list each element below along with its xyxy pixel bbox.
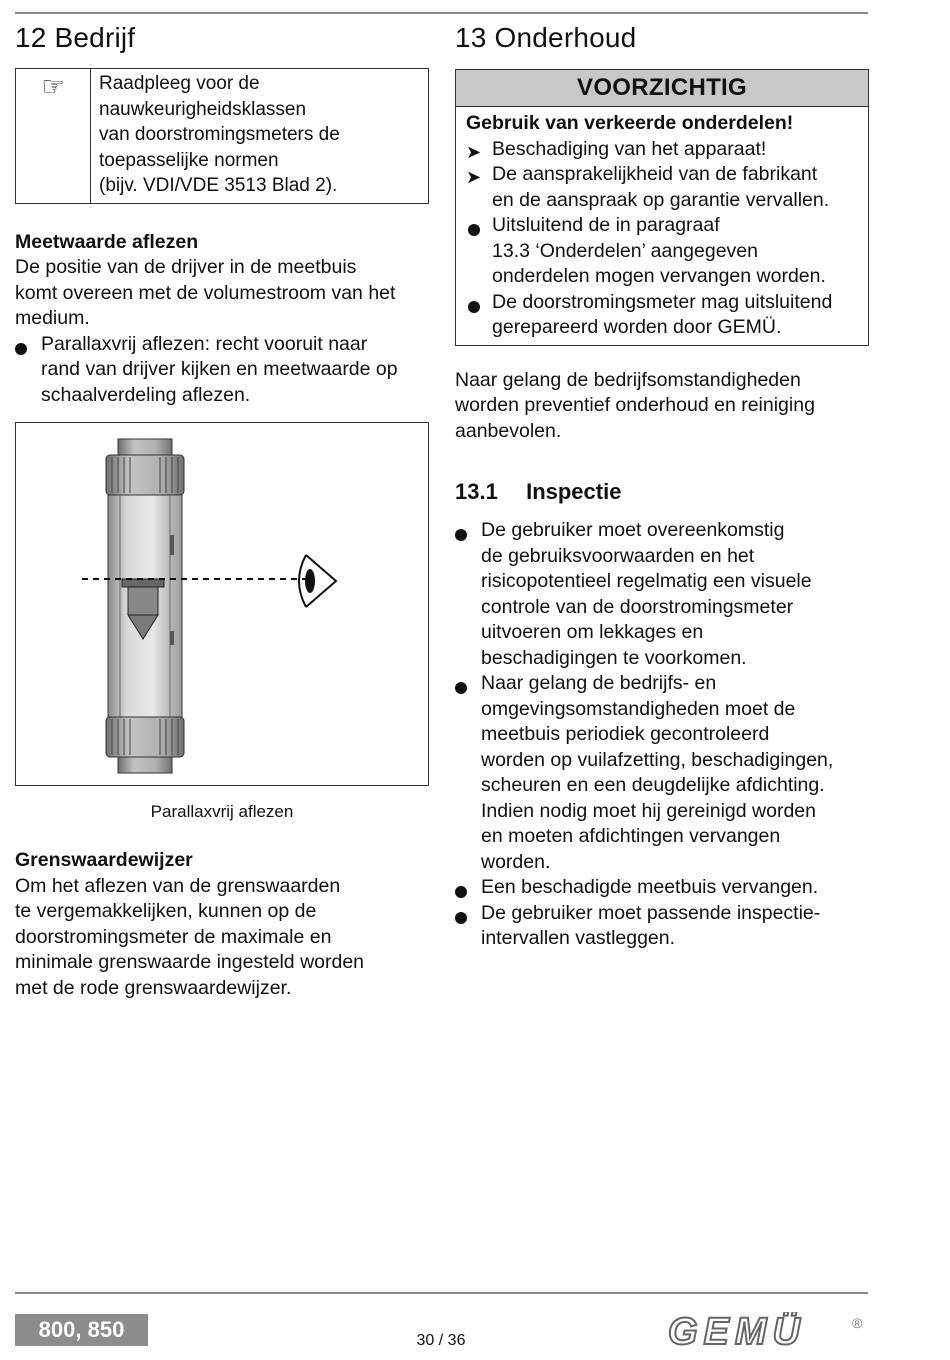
inspection-line: risicopotentieel regelmatig een visuele [481,570,812,592]
intro-line: aanbevolen. [455,419,562,442]
left-column [15,20,429,1001]
inspection-line: scheuren en een deugdelijke afdichting. [481,774,825,796]
inspection-line: Een beschadigde meetbuis vervangen. [481,876,819,898]
warning-measure [466,290,858,341]
inspection-line: omgevingsomstandigheden moet de [481,697,796,720]
document-number-badge: 800, 850 [15,1314,148,1346]
measure-line: onderdelen mogen vervangen worden. [492,265,826,287]
limit-line: met de rode grenswaardewijzer. [15,976,292,999]
registered-mark: ® [852,1315,863,1331]
bullet-dot-icon [15,343,27,355]
note-line: Raadpleeg voor de [99,73,260,94]
arrow-right-icon: ➤ [466,141,482,162]
inspection-line: en moeten afdichtingen vervangen [481,825,781,847]
warning-body [456,107,868,345]
inspection-line: De gebruiker moet overeenkomstig [481,519,785,541]
pointing-hand-icon: ☞ [16,69,91,203]
limit-line: Om het aflezen van de grenswaarden [15,874,341,897]
gemu-logo-mark [668,1312,868,1352]
inspection-line: worden op vuilafzetting, beschadigingen, [481,748,834,771]
figure-caption: Parallaxvrij aflezen [150,802,294,821]
logo-wordmark: GEMÜ [668,1312,806,1352]
inspection-line: Indien nodig moet hij gereinigd worden [481,799,816,822]
reading-title: Meetwaarde aflezen [15,230,199,253]
limit-line: doorstromingsmeter de maximale en [15,925,332,948]
section-13-heading: 13 Onderhoud [455,22,637,53]
intro-line: Naar gelang de bedrijfsomstandigheden [455,368,801,391]
subsection-number: 13.1 [455,479,498,504]
warning-consequence [466,162,858,213]
warning-measure [466,213,858,290]
inspection-line: worden. [481,850,551,873]
inspection-list [455,518,869,952]
inspection-item [455,901,869,952]
note-line: (bijv. VDI/VDE 3513 Blad 2). [99,175,338,196]
gemu-logo [668,1312,868,1352]
measure-line: Uitsluitend de in paragraaf [492,214,720,236]
reading-line: medium. [15,307,90,329]
bottom-rule [15,1292,868,1294]
flowmeter-illustration [16,423,428,785]
bullet-dot-icon [455,529,467,541]
note-box [15,68,429,204]
note-line: nauwkeurigheidsklassen [99,98,307,120]
inspection-item [455,875,869,901]
warning-consequences [466,137,858,214]
inspection-line: De gebruiker moet passende inspectie- [481,901,821,924]
limit-line: minimale grenswaarde ingesteld worden [15,951,365,973]
inspection-item [455,671,869,875]
consequence-line: en de aanspraak op garantie vervallen. [492,188,830,211]
bullet-dot-icon [455,886,467,898]
intro-line: worden preventief onderhoud en reiniging [455,394,815,416]
bullet-line: Parallaxvrij aflezen: recht vooruit naar [41,332,368,355]
bullet-dot-icon [455,682,467,694]
warning-label: VOORZICHTIG [456,70,868,107]
inspection-line: Naar gelang de bedrijfs- en [481,672,717,694]
reading-bullets [15,332,429,409]
note-line: van doorstromingsmeters de [99,124,340,145]
warning-measures [466,213,858,341]
right-column [455,20,869,952]
warning-box [455,69,869,346]
warning-title: Gebruik van verkeerde onderdelen! [466,112,794,134]
section-12-heading: 12 Bedrijf [15,22,136,53]
inspection-line: de gebruiksvoorwaarden en het [481,544,755,567]
inspection-line: beschadigingen te voorkomen. [481,646,747,669]
top-rule [15,12,868,14]
note-line: toepasselijke normen [99,149,279,171]
measure-line: De doorstromingsmeter mag uitsluitend [492,290,833,313]
reading-line: De positie van de drijver in de meetbuis [15,256,357,278]
measure-line: gerepareerd worden door GEMÜ. [492,316,782,338]
bullet-line: rand van drijver kijken en meetwaarde op [41,358,398,380]
bullet-dot-icon [468,301,480,313]
page-number: 30 / 36 [416,1332,466,1349]
note-text [91,69,428,203]
inspection-line: meetbuis periodiek gecontroleerd [481,723,770,745]
reading-bullet [15,332,429,409]
consequence-line: De aansprakelijkheid van de fabrikant [492,163,818,185]
subsection-13-1-heading [455,478,869,506]
limit-title: Grenswaardewijzer [15,849,193,871]
measure-line: 13.3 ‘Onderdelen’ aangegeven [492,239,758,262]
consequence-line: Beschadiging van het apparaat! [492,137,767,160]
bullet-dot-icon [455,912,467,924]
flowmeter-figure [15,422,429,786]
subsection-title: Inspectie [526,479,622,504]
limit-line: te vergemakkelijken, kunnen op de [15,900,317,922]
bullet-dot-icon [468,224,480,236]
inspection-line: intervallen vastleggen. [481,927,676,949]
inspection-item [455,518,869,671]
inspection-line: uitvoeren om lekkages en [481,621,704,643]
bullet-line: schaalverdeling aflezen. [41,383,251,406]
inspection-line: controle van de doorstromingsmeter [481,595,794,618]
arrow-right-icon: ➤ [466,167,482,187]
reading-line: komt overeen met de volumestroom van het [15,281,396,304]
warning-consequence [466,137,858,163]
